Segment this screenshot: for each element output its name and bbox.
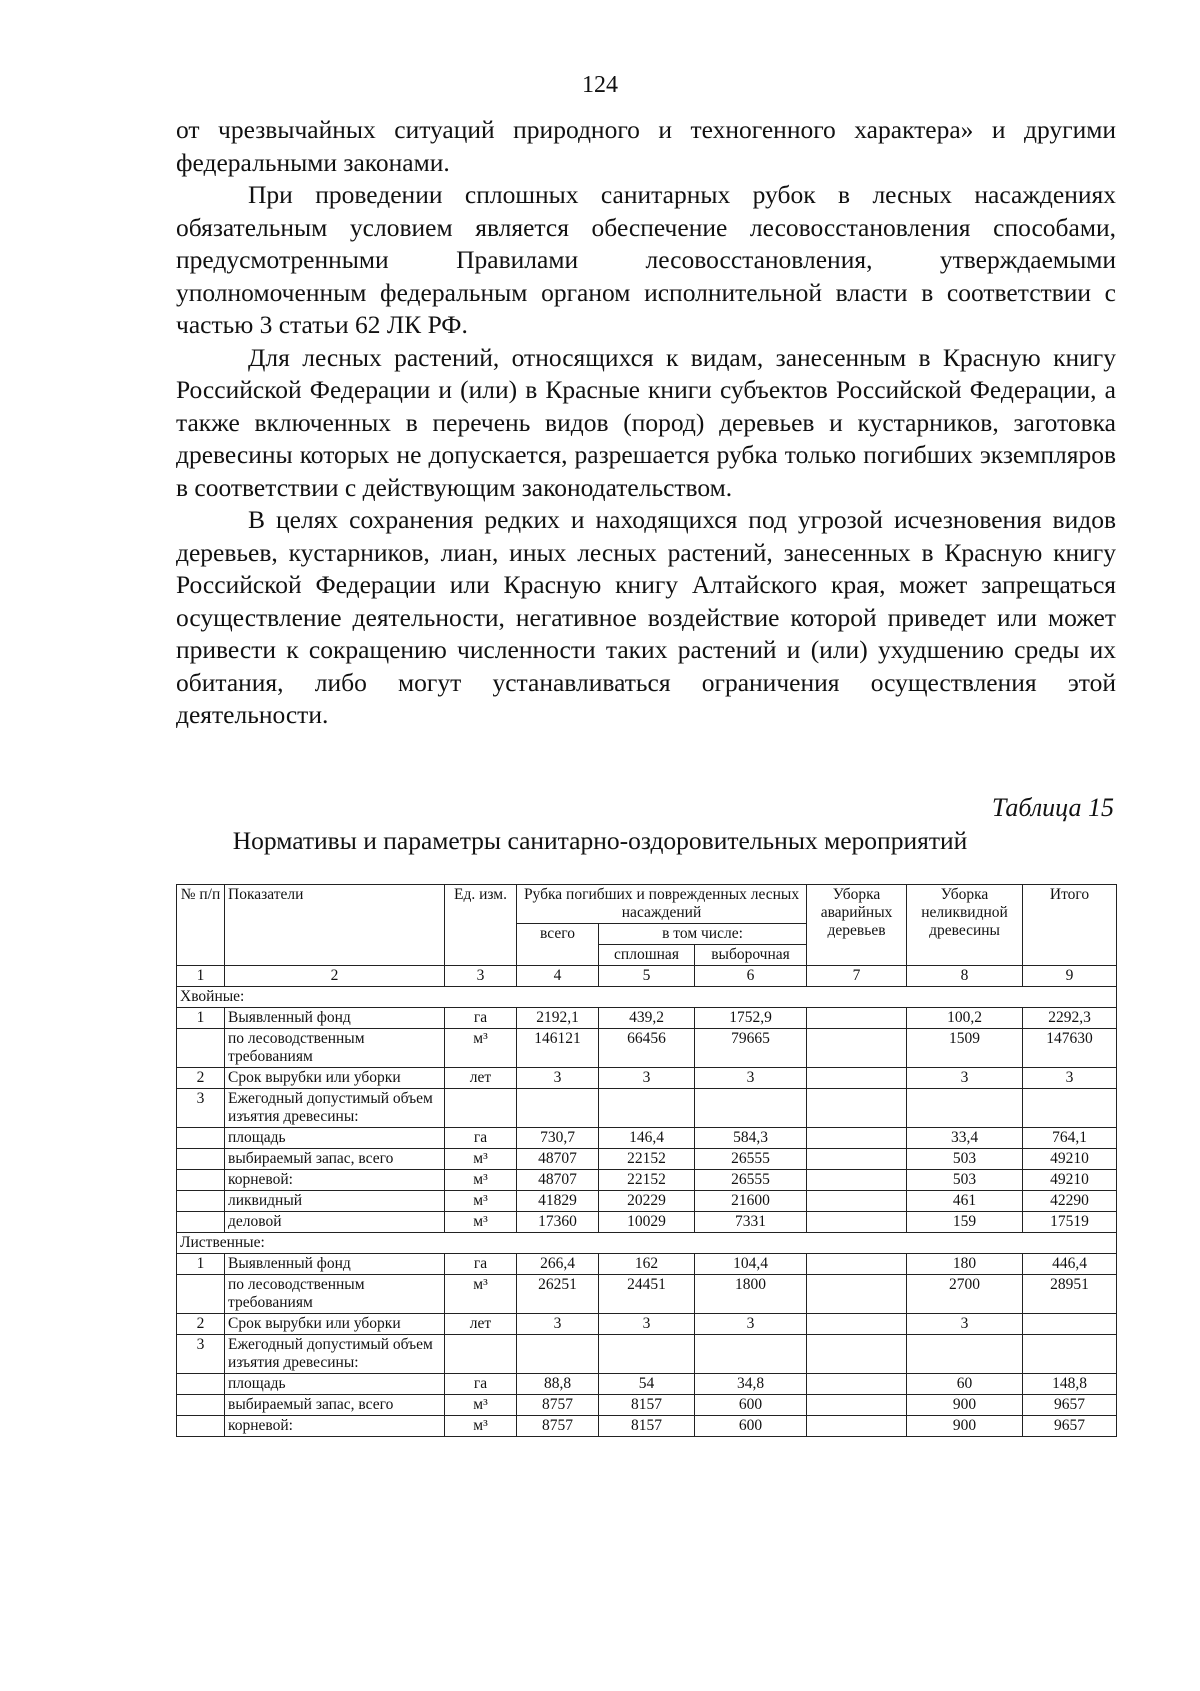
table-row — [177, 1374, 1117, 1395]
row-value — [807, 1416, 907, 1437]
row-value: 17519 — [1023, 1212, 1117, 1233]
table-row — [177, 1089, 1117, 1128]
table-row — [177, 1314, 1117, 1335]
row-name: Выявленный фонд — [225, 1008, 445, 1029]
row-unit: м³ — [445, 1191, 517, 1212]
row-value — [807, 1008, 907, 1029]
row-name: по лесоводственным требованиям — [225, 1029, 445, 1068]
table-row — [177, 1029, 1117, 1068]
row-value: 60 — [907, 1374, 1023, 1395]
row-value: 21600 — [695, 1191, 807, 1212]
row-value: 446,4 — [1023, 1254, 1117, 1275]
row-value: 48707 — [517, 1149, 599, 1170]
table-title: Нормативы и параметры санитарно-оздоровительных мероприятий — [232, 826, 968, 855]
table-row — [177, 1149, 1117, 1170]
row-unit: м³ — [445, 1170, 517, 1191]
row-name: выбираемый запас, всего — [225, 1149, 445, 1170]
header-solid: сплошная — [599, 945, 695, 966]
header-felling: Рубка погибших и поврежденных лесных насаждений — [517, 885, 807, 924]
table-caption: Таблица 15 — [991, 793, 1114, 822]
row-value — [1023, 1089, 1117, 1128]
row-value: 1752,9 — [695, 1008, 807, 1029]
row-num — [177, 1395, 225, 1416]
row-value — [807, 1029, 907, 1068]
row-unit: м³ — [445, 1029, 517, 1068]
col-number: 1 — [177, 966, 225, 987]
row-value: 439,2 — [599, 1008, 695, 1029]
row-value: 1800 — [695, 1275, 807, 1314]
row-value — [807, 1170, 907, 1191]
row-name: деловой — [225, 1212, 445, 1233]
row-unit — [445, 1089, 517, 1128]
row-value: 66456 — [599, 1029, 695, 1068]
table-row — [177, 1128, 1117, 1149]
row-value: 28951 — [1023, 1275, 1117, 1314]
row-value: 26251 — [517, 1275, 599, 1314]
row-num — [177, 1170, 225, 1191]
row-unit: га — [445, 1374, 517, 1395]
row-num — [177, 1128, 225, 1149]
col-number: 2 — [225, 966, 445, 987]
row-unit: лет — [445, 1314, 517, 1335]
row-value — [907, 1335, 1023, 1374]
row-num: 3 — [177, 1089, 225, 1128]
col-number: 9 — [1023, 966, 1117, 987]
row-value: 2700 — [907, 1275, 1023, 1314]
row-value: 8757 — [517, 1416, 599, 1437]
row-value: 3 — [599, 1068, 695, 1089]
header-num: № п/п — [177, 885, 225, 966]
row-value: 26555 — [695, 1149, 807, 1170]
row-unit: га — [445, 1008, 517, 1029]
row-unit: м³ — [445, 1395, 517, 1416]
table-row — [177, 1212, 1117, 1233]
row-value: 266,4 — [517, 1254, 599, 1275]
row-value — [907, 1089, 1023, 1128]
row-value — [807, 1335, 907, 1374]
row-value: 3 — [695, 1068, 807, 1089]
row-value: 104,4 — [695, 1254, 807, 1275]
table-row — [177, 1395, 1117, 1416]
row-num — [177, 1275, 225, 1314]
row-unit: м³ — [445, 1212, 517, 1233]
row-value — [517, 1089, 599, 1128]
row-value: 600 — [695, 1395, 807, 1416]
row-value: 503 — [907, 1170, 1023, 1191]
table-row — [177, 1008, 1117, 1029]
row-name: Срок вырубки или уборки — [225, 1068, 445, 1089]
row-num — [177, 1191, 225, 1212]
col-number: 6 — [695, 966, 807, 987]
row-value — [1023, 1314, 1117, 1335]
norms-table — [176, 884, 1117, 1437]
row-value: 900 — [907, 1416, 1023, 1437]
row-value: 17360 — [517, 1212, 599, 1233]
row-value: 159 — [907, 1212, 1023, 1233]
row-unit: га — [445, 1254, 517, 1275]
row-num — [177, 1149, 225, 1170]
row-unit: га — [445, 1128, 517, 1149]
row-value: 54 — [599, 1374, 695, 1395]
header-selective: выборочная — [695, 945, 807, 966]
row-value: 8157 — [599, 1395, 695, 1416]
row-value — [1023, 1335, 1117, 1374]
row-num — [177, 1374, 225, 1395]
row-value — [695, 1089, 807, 1128]
row-unit: м³ — [445, 1149, 517, 1170]
row-value — [807, 1128, 907, 1149]
paragraph: от чрезвычайных ситуаций природного и техногенного характера» и другими федеральными законами. — [176, 115, 1116, 177]
row-value: 48707 — [517, 1170, 599, 1191]
row-value: 3 — [1023, 1068, 1117, 1089]
row-value: 34,8 — [695, 1374, 807, 1395]
row-name: площадь — [225, 1374, 445, 1395]
row-value: 3 — [907, 1068, 1023, 1089]
table-row — [177, 1191, 1117, 1212]
row-value — [807, 1212, 907, 1233]
category-label: Хвойные: — [177, 987, 1117, 1008]
row-value: 49210 — [1023, 1149, 1117, 1170]
row-name: Выявленный фонд — [225, 1254, 445, 1275]
row-value: 22152 — [599, 1170, 695, 1191]
row-name: площадь — [225, 1128, 445, 1149]
row-value: 503 — [907, 1149, 1023, 1170]
row-value: 180 — [907, 1254, 1023, 1275]
row-value: 79665 — [695, 1029, 807, 1068]
header-unit: Ед. изм. — [445, 885, 517, 966]
table-row — [177, 1335, 1117, 1374]
paragraph: При проведении сплошных санитарных рубок в лесных насаждениях обязательным условием является обеспечение лесовосстановления способами, предусмотренными Правилами лесовосстановления, утверждаемыми уполномоченным федеральным органом исполнительной власти в соответствии с частью 3 статьи 62 ЛК РФ. — [176, 180, 1116, 339]
row-num: 2 — [177, 1068, 225, 1089]
row-value: 146121 — [517, 1029, 599, 1068]
paragraph: Для лесных растений, относящихся к видам, занесенным в Красную книгу Российской Федерации и (или) в Красные книги субъектов Российской Федерации, а также включенных в перечень видов (пород) деревьев и кустарников, заготовка древесины которых не допускается, разрешается рубка только погибших экземпляров в соответствии с действующим законодательством. — [176, 342, 1116, 502]
row-value: 42290 — [1023, 1191, 1117, 1212]
row-value: 33,4 — [907, 1128, 1023, 1149]
row-num — [177, 1212, 225, 1233]
header-incl: в том числе: — [599, 924, 807, 945]
row-value — [807, 1374, 907, 1395]
row-value: 3 — [599, 1314, 695, 1335]
row-name: по лесоводственным требованиям — [225, 1275, 445, 1314]
header-emergency: Уборка аварийных деревьев — [807, 885, 907, 966]
row-value: 461 — [907, 1191, 1023, 1212]
row-name: Ежегодный допустимый объем изъятия древесины: — [225, 1089, 445, 1128]
row-value — [807, 1254, 907, 1275]
header-total: Итого — [1023, 885, 1117, 966]
row-value: 3 — [517, 1068, 599, 1089]
row-value: 1509 — [907, 1029, 1023, 1068]
body-text — [176, 114, 1116, 732]
table-row — [177, 1254, 1117, 1275]
row-unit: м³ — [445, 1416, 517, 1437]
row-value: 900 — [907, 1395, 1023, 1416]
row-num: 1 — [177, 1008, 225, 1029]
row-num: 3 — [177, 1335, 225, 1374]
row-value: 7331 — [695, 1212, 807, 1233]
row-value: 2292,3 — [1023, 1008, 1117, 1029]
table-row — [177, 1170, 1117, 1191]
row-value: 88,8 — [517, 1374, 599, 1395]
row-value: 2192,1 — [517, 1008, 599, 1029]
row-value: 3 — [695, 1314, 807, 1335]
row-name: выбираемый запас, всего — [225, 1395, 445, 1416]
page-number: 124 — [582, 72, 618, 98]
row-value — [599, 1335, 695, 1374]
paragraph: В целях сохранения редких и находящихся под угрозой исчезновения видов деревьев, кустарников, лиан, иных лесных растений, занесенных в Красную книгу Российской Федерации или Красную книгу Алтайского края, может запрещаться осуществление деятельности, негативное воздействие которой приведет или может привести к сокращению численности таких растений и (или) ухудшению среды их обитания, либо могут устанавливаться ограничения осуществления этой деятельности. — [176, 505, 1116, 729]
row-value: 41829 — [517, 1191, 599, 1212]
row-value: 22152 — [599, 1149, 695, 1170]
row-value — [807, 1068, 907, 1089]
row-value — [807, 1191, 907, 1212]
row-value: 8757 — [517, 1395, 599, 1416]
row-value — [807, 1395, 907, 1416]
row-value: 148,8 — [1023, 1374, 1117, 1395]
row-value: 584,3 — [695, 1128, 807, 1149]
row-name: Срок вырубки или уборки — [225, 1314, 445, 1335]
row-value: 600 — [695, 1416, 807, 1437]
table-row — [177, 1068, 1117, 1089]
row-unit — [445, 1335, 517, 1374]
row-value: 10029 — [599, 1212, 695, 1233]
header-illiquid: Уборка неликвидной древесины — [907, 885, 1023, 966]
row-value: 9657 — [1023, 1416, 1117, 1437]
row-value: 49210 — [1023, 1170, 1117, 1191]
row-value: 730,7 — [517, 1128, 599, 1149]
row-name: корневой: — [225, 1416, 445, 1437]
row-value — [807, 1275, 907, 1314]
row-num: 1 — [177, 1254, 225, 1275]
row-value — [517, 1335, 599, 1374]
row-num: 2 — [177, 1314, 225, 1335]
row-value: 162 — [599, 1254, 695, 1275]
row-value: 147630 — [1023, 1029, 1117, 1068]
row-value: 26555 — [695, 1170, 807, 1191]
col-number: 8 — [907, 966, 1023, 987]
row-name: ликвидный — [225, 1191, 445, 1212]
row-num — [177, 1416, 225, 1437]
col-number: 4 — [517, 966, 599, 987]
table-row — [177, 1275, 1117, 1314]
row-value: 146,4 — [599, 1128, 695, 1149]
row-name: Ежегодный допустимый объем изъятия древесины: — [225, 1335, 445, 1374]
row-value: 3 — [907, 1314, 1023, 1335]
header-total-all: всего — [517, 924, 599, 966]
row-value: 8157 — [599, 1416, 695, 1437]
row-value: 20229 — [599, 1191, 695, 1212]
row-num — [177, 1029, 225, 1068]
row-value: 24451 — [599, 1275, 695, 1314]
row-value — [599, 1089, 695, 1128]
row-value: 3 — [517, 1314, 599, 1335]
row-value — [807, 1314, 907, 1335]
table-row — [177, 1416, 1117, 1437]
row-value — [807, 1089, 907, 1128]
col-number: 7 — [807, 966, 907, 987]
row-value — [807, 1149, 907, 1170]
row-value — [695, 1335, 807, 1374]
row-value: 9657 — [1023, 1395, 1117, 1416]
row-value: 764,1 — [1023, 1128, 1117, 1149]
row-name: корневой: — [225, 1170, 445, 1191]
category-label: Лиственные: — [177, 1233, 1117, 1254]
col-number: 5 — [599, 966, 695, 987]
col-number: 3 — [445, 966, 517, 987]
header-indicators: Показатели — [225, 885, 445, 966]
row-unit: м³ — [445, 1275, 517, 1314]
row-unit: лет — [445, 1068, 517, 1089]
row-value: 100,2 — [907, 1008, 1023, 1029]
